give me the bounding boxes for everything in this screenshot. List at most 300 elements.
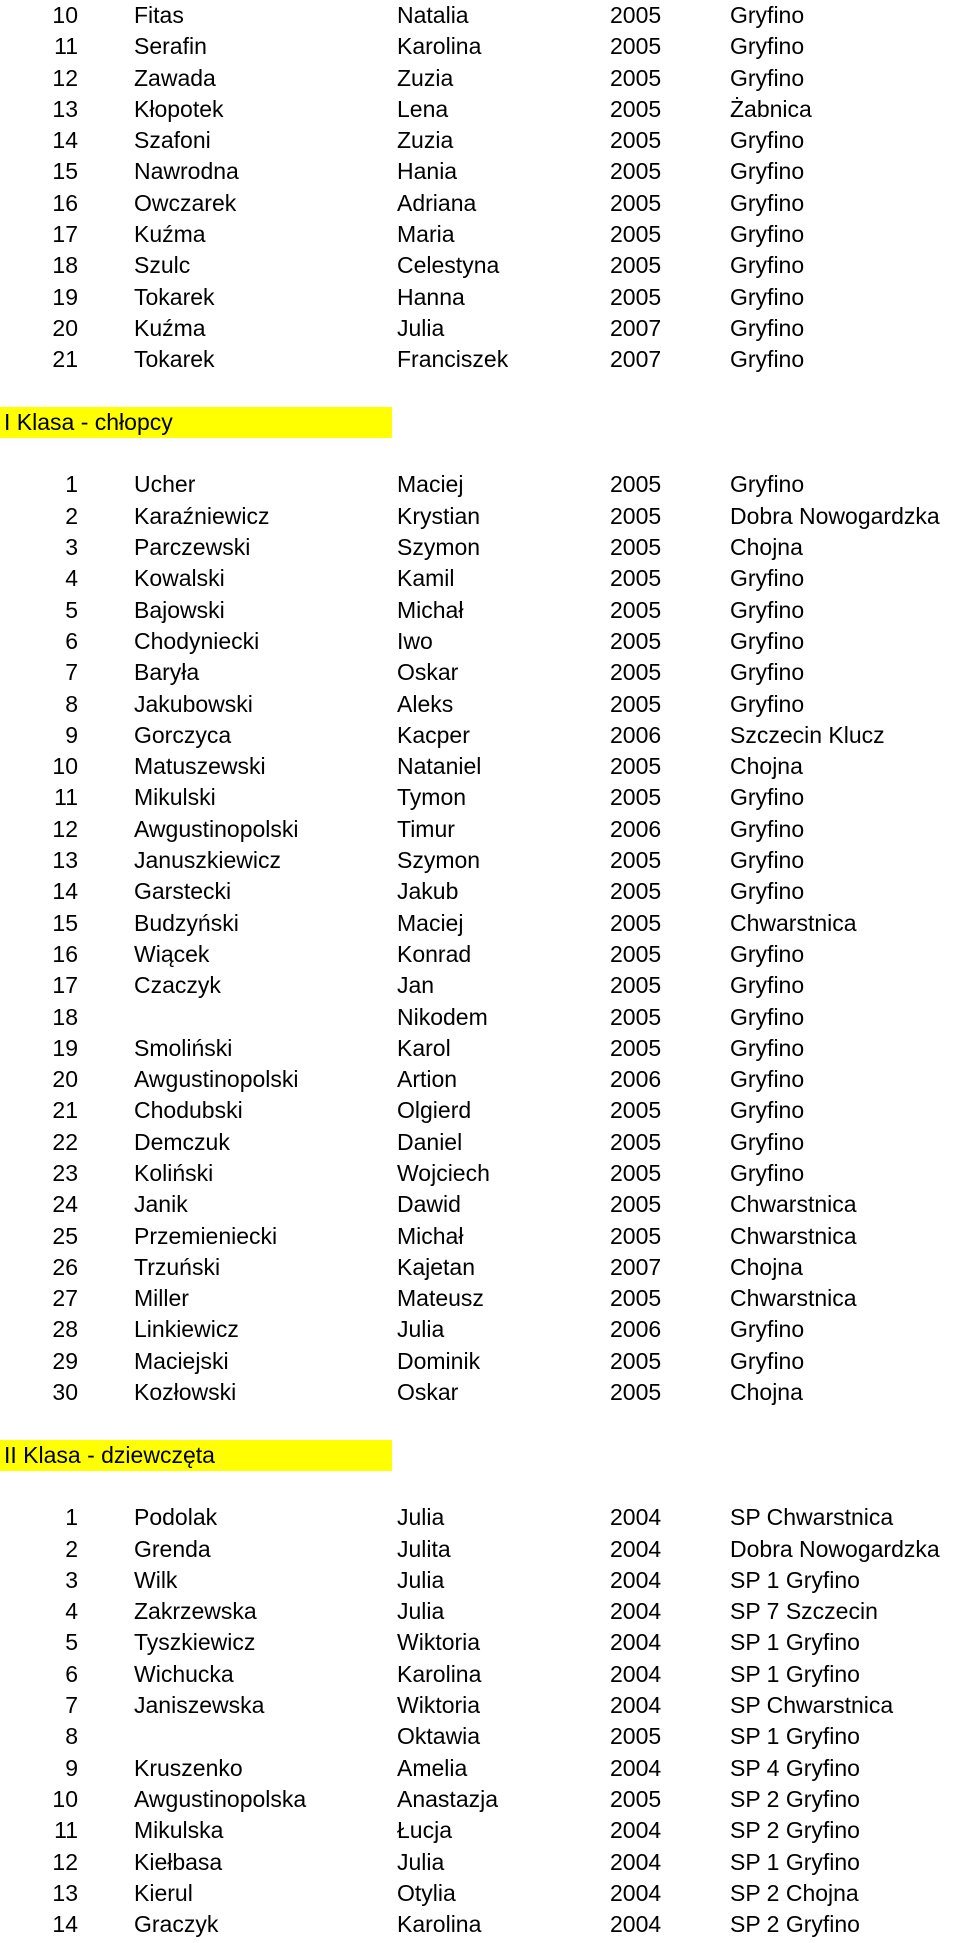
- cell-surname: Czaczyk: [134, 972, 221, 999]
- cell-name: Artion: [397, 1066, 458, 1093]
- cell-place: Gryfino: [730, 346, 805, 373]
- cell-year: 2005: [610, 33, 662, 60]
- cell-name: Wiktoria: [397, 1629, 481, 1656]
- cell-num: 23: [52, 1159, 78, 1186]
- cell-year: 2005: [610, 127, 662, 154]
- cell-year: 2004: [610, 1754, 662, 1781]
- cell-surname: Wiącek: [134, 940, 210, 967]
- cell-name: Zuzia: [397, 127, 454, 154]
- cell-num: 19: [52, 1034, 78, 1061]
- cell-year: 2005: [610, 659, 662, 686]
- cell-name: Olgierd: [397, 1097, 472, 1124]
- cell-year: 2005: [610, 1191, 662, 1218]
- cell-num: 28: [52, 1316, 78, 1343]
- table-row: [0, 1565, 960, 1596]
- table-row: [0, 501, 960, 532]
- cell-place: Gryfino: [730, 64, 805, 91]
- table-row: [0, 939, 960, 970]
- cell-name: Otylia: [397, 1879, 456, 1906]
- cell-year: 2005: [610, 534, 662, 561]
- cell-name: Nataniel: [397, 753, 482, 780]
- cell-place: Gryfino: [730, 189, 805, 216]
- cell-year: 2007: [610, 1253, 662, 1280]
- cell-surname: Kuźma: [134, 221, 206, 248]
- cell-place: Gryfino: [730, 690, 805, 717]
- cell-place: SP 7 Szczecin: [730, 1598, 878, 1625]
- cell-year: 2004: [610, 1535, 662, 1562]
- table-row: [0, 563, 960, 594]
- table-row: [0, 31, 960, 62]
- cell-surname: Kozłowski: [134, 1379, 237, 1406]
- table-row: [0, 782, 960, 813]
- cell-surname: Serafin: [134, 33, 207, 60]
- cell-name: Zuzia: [397, 64, 454, 91]
- cell-place: Chwarstnica: [730, 1222, 857, 1249]
- cell-year: 2004: [610, 1692, 662, 1719]
- cell-num: 29: [52, 1347, 78, 1374]
- cell-name: Anastazja: [397, 1785, 499, 1812]
- cell-surname: Januszkiewicz: [134, 847, 281, 874]
- cell-year: 2005: [610, 565, 662, 592]
- cell-name: Tymon: [397, 784, 467, 811]
- cell-num: 6: [65, 1660, 78, 1687]
- cell-year: 2006: [610, 1316, 662, 1343]
- cell-year: 2005: [610, 940, 662, 967]
- cell-name: Julia: [397, 314, 445, 341]
- cell-num: 30: [52, 1379, 78, 1406]
- cell-surname: Bajowski: [134, 596, 225, 623]
- cell-year: 2005: [610, 1379, 662, 1406]
- cell-num: 1: [65, 471, 78, 498]
- section-header-label: II Klasa - dziewczęta: [0, 1440, 392, 1471]
- cell-name: Adriana: [397, 189, 477, 216]
- cell-year: 2004: [610, 1817, 662, 1844]
- table-row: [0, 1784, 960, 1815]
- cell-num: 17: [52, 221, 78, 248]
- cell-year: 2005: [610, 252, 662, 279]
- cell-num: 12: [52, 1848, 78, 1875]
- cell-name: Julia: [397, 1598, 445, 1625]
- cell-name: Hania: [397, 158, 458, 185]
- cell-name: Jan: [397, 972, 435, 999]
- cell-year: 2005: [610, 1128, 662, 1155]
- cell-year: 2005: [610, 158, 662, 185]
- cell-year: 2005: [610, 878, 662, 905]
- cell-place: SP 2 Gryfino: [730, 1817, 860, 1844]
- cell-year: 2004: [610, 1598, 662, 1625]
- cell-year: 2005: [610, 2, 662, 28]
- table-row: [0, 970, 960, 1001]
- cell-year: 2004: [610, 1911, 662, 1938]
- cell-name: Julita: [397, 1535, 451, 1562]
- cell-year: 2005: [610, 847, 662, 874]
- cell-num: 10: [52, 2, 78, 28]
- section-header-label: I Klasa - chłopcy: [0, 407, 392, 438]
- cell-surname: Miller: [134, 1285, 189, 1312]
- cell-year: 2007: [610, 346, 662, 373]
- cell-num: 19: [52, 283, 78, 310]
- cell-name: Kajetan: [397, 1253, 476, 1280]
- cell-place: Gryfino: [730, 940, 805, 967]
- table-row: [0, 657, 960, 688]
- cell-surname: Grenda: [134, 1535, 211, 1562]
- cell-place: Gryfino: [730, 471, 805, 498]
- cell-place: Chwarstnica: [730, 909, 857, 936]
- cell-place: Gryfino: [730, 1159, 805, 1186]
- cell-year: 2005: [610, 596, 662, 623]
- cell-name: Szymon: [397, 534, 481, 561]
- cell-num: 4: [65, 1598, 78, 1625]
- table-row: [0, 814, 960, 845]
- cell-surname: Budzyński: [134, 909, 239, 936]
- cell-year: 2004: [610, 1879, 662, 1906]
- cell-year: 2006: [610, 1066, 662, 1093]
- cell-surname: Awgustinopolski: [134, 1066, 299, 1093]
- cell-num: 16: [52, 940, 78, 967]
- cell-place: Chwarstnica: [730, 1285, 857, 1312]
- cell-name: Karol: [397, 1034, 451, 1061]
- cell-num: 17: [52, 972, 78, 999]
- table-row: [0, 1064, 960, 1095]
- cell-surname: Smoliński: [134, 1034, 233, 1061]
- cell-num: 13: [52, 1879, 78, 1906]
- cell-surname: Koliński: [134, 1159, 214, 1186]
- cell-year: 2005: [610, 1003, 662, 1030]
- cell-name: Krystian: [397, 502, 481, 529]
- table-row: [0, 626, 960, 657]
- cell-name: Oktawia: [397, 1723, 481, 1750]
- table-row: [0, 1878, 960, 1909]
- cell-year: 2007: [610, 314, 662, 341]
- cell-name: Franciszek: [397, 346, 509, 373]
- cell-place: Gryfino: [730, 659, 805, 686]
- cell-year: 2005: [610, 784, 662, 811]
- cell-surname: Wichucka: [134, 1660, 234, 1687]
- cell-place: Dobra Nowogardzka: [730, 502, 940, 529]
- cell-place: SP 1 Gryfino: [730, 1723, 860, 1750]
- cell-name: Julia: [397, 1848, 445, 1875]
- cell-num: 5: [65, 1629, 78, 1656]
- table-row: [0, 1596, 960, 1627]
- cell-num: 6: [65, 627, 78, 654]
- cell-num: 14: [52, 127, 78, 154]
- cell-year: 2004: [610, 1629, 662, 1656]
- cell-place: Gryfino: [730, 221, 805, 248]
- cell-place: Gryfino: [730, 127, 805, 154]
- cell-surname: Demczuk: [134, 1128, 230, 1155]
- cell-num: 9: [65, 1754, 78, 1781]
- cell-num: 14: [52, 1911, 78, 1938]
- cell-num: 15: [52, 158, 78, 185]
- cell-name: Karolina: [397, 33, 482, 60]
- cell-surname: Kłopotek: [134, 95, 224, 122]
- cell-place: Chojna: [730, 1253, 803, 1280]
- cell-year: 2005: [610, 972, 662, 999]
- table-row: [0, 1690, 960, 1721]
- cell-place: SP 2 Gryfino: [730, 1785, 860, 1812]
- cell-surname: Mikulski: [134, 784, 216, 811]
- cell-year: 2005: [610, 64, 662, 91]
- table-row: [0, 1002, 960, 1033]
- table-row: [0, 0, 960, 31]
- cell-surname: Tokarek: [134, 283, 215, 310]
- cell-place: Gryfino: [730, 1003, 805, 1030]
- cell-name: Oskar: [397, 1379, 459, 1406]
- cell-surname: Przemieniecki: [134, 1222, 278, 1249]
- cell-year: 2005: [610, 502, 662, 529]
- cell-num: 21: [52, 346, 78, 373]
- cell-num: 22: [52, 1128, 78, 1155]
- cell-place: SP 1 Gryfino: [730, 1566, 860, 1593]
- cell-year: 2005: [610, 1785, 662, 1812]
- cell-place: Gryfino: [730, 847, 805, 874]
- cell-name: Karolina: [397, 1660, 482, 1687]
- table-row: [0, 1753, 960, 1784]
- cell-year: 2005: [610, 95, 662, 122]
- cell-year: 2005: [610, 1097, 662, 1124]
- cell-place: SP 2 Gryfino: [730, 1911, 860, 1938]
- cell-num: 20: [52, 1066, 78, 1093]
- cell-num: 7: [65, 1692, 78, 1719]
- cell-surname: Gorczyca: [134, 721, 232, 748]
- cell-place: Gryfino: [730, 565, 805, 592]
- table-row: [0, 344, 960, 375]
- cell-name: Julia: [397, 1504, 445, 1531]
- cell-num: 25: [52, 1222, 78, 1249]
- cell-num: 12: [52, 815, 78, 842]
- table-row: [0, 1095, 960, 1126]
- section-header: [0, 407, 960, 438]
- cell-num: 8: [65, 1723, 78, 1750]
- cell-year: 2006: [610, 721, 662, 748]
- cell-place: Gryfino: [730, 878, 805, 905]
- cell-num: 10: [52, 753, 78, 780]
- cell-surname: Zakrzewska: [134, 1598, 257, 1625]
- table-row: [0, 313, 960, 344]
- cell-place: SP Chwarstnica: [730, 1504, 894, 1531]
- cell-num: 2: [65, 502, 78, 529]
- cell-surname: Fitas: [134, 2, 184, 28]
- table-row: [0, 1033, 960, 1064]
- cell-year: 2005: [610, 1347, 662, 1374]
- cell-num: 18: [52, 252, 78, 279]
- table-row: [0, 1346, 960, 1377]
- cell-name: Daniel: [397, 1128, 463, 1155]
- table-row: [0, 125, 960, 156]
- cell-place: Chojna: [730, 753, 803, 780]
- cell-name: Lena: [397, 95, 449, 122]
- cell-num: 14: [52, 878, 78, 905]
- cell-surname: Kowalski: [134, 565, 225, 592]
- cell-surname: Kierul: [134, 1879, 193, 1906]
- cell-name: Mateusz: [397, 1285, 484, 1312]
- table-row: [0, 250, 960, 281]
- cell-name: Karolina: [397, 1911, 482, 1938]
- cell-num: 11: [54, 1817, 78, 1844]
- cell-surname: Awgustinopolska: [134, 1785, 307, 1812]
- table-row: [0, 1815, 960, 1846]
- cell-num: 26: [52, 1253, 78, 1280]
- cell-year: 2006: [610, 815, 662, 842]
- cell-name: Jakub: [397, 878, 459, 905]
- cell-place: Żabnica: [730, 95, 812, 122]
- table-row: [0, 1627, 960, 1658]
- section: [0, 407, 960, 1409]
- cell-num: 16: [52, 189, 78, 216]
- cell-place: Gryfino: [730, 972, 805, 999]
- cell-surname: Kruszenko: [134, 1754, 243, 1781]
- cell-place: Gryfino: [730, 627, 805, 654]
- cell-place: Gryfino: [730, 784, 805, 811]
- cell-surname: Awgustinopolski: [134, 815, 299, 842]
- cell-year: 2004: [610, 1848, 662, 1875]
- table-row: [0, 1847, 960, 1878]
- cell-year: 2005: [610, 753, 662, 780]
- table-row: [0, 63, 960, 94]
- cell-surname: Baryła: [134, 659, 200, 686]
- cell-place: Gryfino: [730, 1066, 805, 1093]
- cell-num: 7: [65, 659, 78, 686]
- cell-place: Gryfino: [730, 33, 805, 60]
- cell-surname: Parczewski: [134, 534, 251, 561]
- cell-surname: Owczarek: [134, 189, 237, 216]
- cell-num: 8: [65, 690, 78, 717]
- cell-name: Dawid: [397, 1191, 461, 1218]
- cell-surname: Matuszewski: [134, 753, 266, 780]
- cell-place: Gryfino: [730, 158, 805, 185]
- cell-name: Łucja: [397, 1817, 452, 1844]
- cell-place: Chojna: [730, 1379, 803, 1406]
- cell-name: Maciej: [397, 909, 464, 936]
- table-row: [0, 219, 960, 250]
- cell-place: Gryfino: [730, 815, 805, 842]
- section: [0, 1440, 960, 1941]
- cell-name: Dominik: [397, 1347, 481, 1374]
- cell-num: 13: [52, 847, 78, 874]
- cell-place: Gryfino: [730, 1097, 805, 1124]
- cell-name: Natalia: [397, 2, 469, 28]
- cell-num: 11: [54, 33, 78, 60]
- cell-name: Iwo: [397, 627, 433, 654]
- cell-num: 1: [65, 1504, 78, 1531]
- cell-name: Szymon: [397, 847, 481, 874]
- table-row: [0, 908, 960, 939]
- cell-name: Michał: [397, 1222, 464, 1249]
- cell-num: 4: [65, 565, 78, 592]
- cell-year: 2005: [610, 221, 662, 248]
- cell-year: 2005: [610, 1159, 662, 1186]
- cell-place: Szczecin Klucz: [730, 721, 885, 748]
- section: [0, 0, 960, 376]
- table-row: [0, 156, 960, 187]
- cell-name: Timur: [397, 815, 455, 842]
- cell-year: 2005: [610, 1285, 662, 1312]
- cell-surname: Janik: [134, 1191, 188, 1218]
- cell-place: SP 2 Chojna: [730, 1879, 859, 1906]
- cell-year: 2005: [610, 1034, 662, 1061]
- cell-num: 13: [52, 95, 78, 122]
- table-row: [0, 1189, 960, 1220]
- table-row: [0, 1221, 960, 1252]
- cell-num: 27: [52, 1285, 78, 1312]
- table-row: [0, 94, 960, 125]
- cell-num: 9: [65, 721, 78, 748]
- section-header: [0, 1440, 960, 1471]
- table-row: [0, 1721, 960, 1752]
- table-row: [0, 469, 960, 500]
- cell-name: Michał: [397, 596, 464, 623]
- table-row: [0, 1534, 960, 1565]
- cell-year: 2005: [610, 471, 662, 498]
- cell-year: 2005: [610, 283, 662, 310]
- cell-surname: Linkiewicz: [134, 1316, 239, 1343]
- cell-place: Gryfino: [730, 596, 805, 623]
- cell-name: Wojciech: [397, 1159, 490, 1186]
- cell-num: 5: [65, 596, 78, 623]
- cell-surname: Szulc: [134, 252, 191, 279]
- cell-year: 2005: [610, 909, 662, 936]
- cell-surname: Wilk: [134, 1566, 178, 1593]
- cell-surname: Janiszewska: [134, 1692, 265, 1719]
- cell-place: Gryfino: [730, 252, 805, 279]
- cell-place: Chwarstnica: [730, 1191, 857, 1218]
- cell-name: Kacper: [397, 721, 470, 748]
- table-row: [0, 1314, 960, 1345]
- cell-surname: Graczyk: [134, 1911, 219, 1938]
- table-row: [0, 1158, 960, 1189]
- cell-num: 18: [52, 1003, 78, 1030]
- cell-year: 2004: [610, 1660, 662, 1687]
- cell-num: 11: [54, 784, 78, 811]
- cell-name: Maciej: [397, 471, 464, 498]
- table-row: [0, 720, 960, 751]
- cell-name: Julia: [397, 1566, 445, 1593]
- cell-surname: Nawrodna: [134, 158, 239, 185]
- cell-year: 2005: [610, 189, 662, 216]
- table-row: [0, 532, 960, 563]
- cell-place: Gryfino: [730, 1034, 805, 1061]
- cell-name: Konrad: [397, 940, 472, 967]
- cell-place: Gryfino: [730, 2, 805, 28]
- cell-num: 15: [52, 909, 78, 936]
- table-row: [0, 1283, 960, 1314]
- cell-surname: Kuźma: [134, 314, 206, 341]
- cell-name: Amelia: [397, 1754, 468, 1781]
- cell-place: SP 1 Gryfino: [730, 1660, 860, 1687]
- cell-num: 3: [65, 534, 78, 561]
- cell-place: Gryfino: [730, 1347, 805, 1374]
- cell-surname: Ucher: [134, 471, 196, 498]
- table-row: [0, 595, 960, 626]
- cell-num: 10: [52, 1785, 78, 1812]
- cell-surname: Maciejski: [134, 1347, 229, 1374]
- cell-surname: Chodubski: [134, 1097, 243, 1124]
- table-row: [0, 1377, 960, 1408]
- cell-place: Gryfino: [730, 314, 805, 341]
- table-row: [0, 751, 960, 782]
- cell-name: Maria: [397, 221, 455, 248]
- table-row: [0, 282, 960, 313]
- cell-surname: Trzuński: [134, 1253, 221, 1280]
- cell-num: 3: [65, 1566, 78, 1593]
- cell-year: 2005: [610, 1222, 662, 1249]
- cell-surname: Garstecki: [134, 878, 232, 905]
- table-row: [0, 845, 960, 876]
- cell-place: SP 4 Gryfino: [730, 1754, 860, 1781]
- table-row: [0, 188, 960, 219]
- table-row: [0, 1659, 960, 1690]
- cell-surname: Kiełbasa: [134, 1848, 223, 1875]
